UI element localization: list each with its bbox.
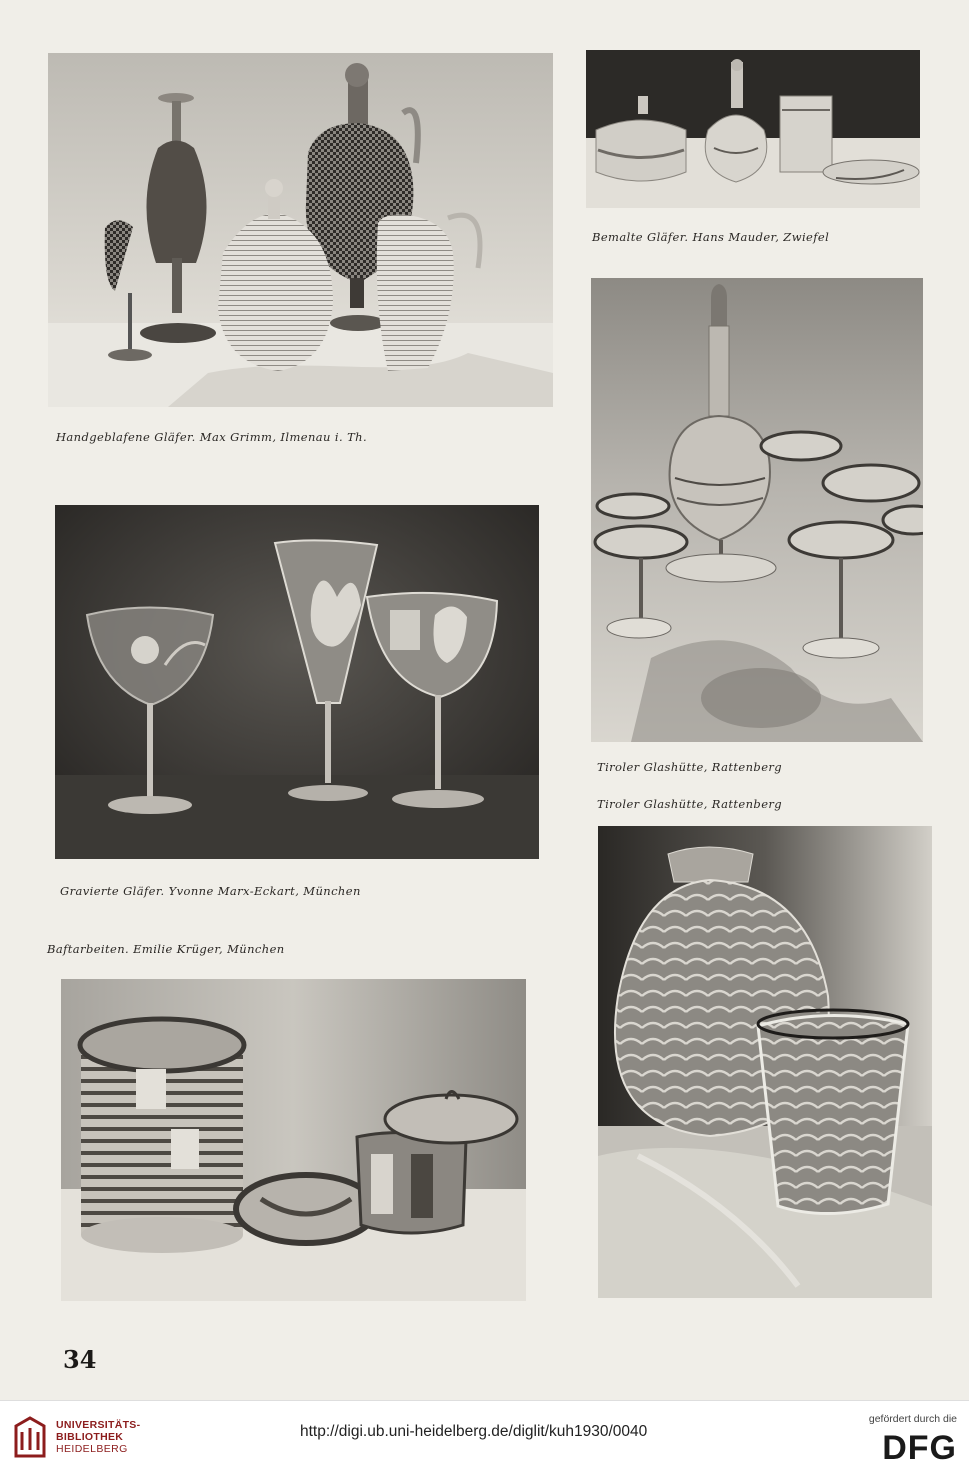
library-name-line1: UNIVERSITÄTS- (56, 1419, 141, 1431)
library-logo[interactable] (12, 1416, 140, 1458)
library-name-line3: HEIDELBERG (56, 1443, 128, 1455)
caption-bast: Baftarbeiten. Emilie Krüger, München (47, 942, 285, 956)
page-number: 34 (63, 1345, 97, 1374)
caption-engraved-glasses: Gravierte Gläfer. Yvonne Marx-Eckart, München (60, 884, 361, 898)
caption-tiroler-2: Tiroler Glashütte, Rattenberg (597, 797, 783, 811)
photo-tiroler-decanter (591, 278, 923, 742)
photo-handblown-glasses (48, 53, 553, 407)
library-logo-icon (12, 1416, 48, 1458)
library-name-line2: BIBLIOTHEK (56, 1431, 124, 1443)
caption-painted-glasses: Bemalte Gläfer. Hans Mauder, Zwiefel (592, 230, 830, 244)
photo-engraved-glasses (55, 505, 539, 859)
document-url-link[interactable]: http://digi.ub.uni-heidelberg.de/diglit/kuh1930/0040 (300, 1423, 648, 1440)
caption-handblown-glasses: Handgeblafene Gläfer. Max Grimm, Ilmenau i. Th. (56, 430, 368, 444)
photo-baskets (61, 979, 526, 1301)
photo-tiroler-bottle (598, 826, 932, 1298)
dfg-logo[interactable]: DFG (882, 1429, 957, 1467)
caption-tiroler-1: Tiroler Glashütte, Rattenberg (597, 760, 783, 774)
photo-painted-glasses (586, 50, 920, 208)
funding-note: gefördert durch die (868, 1413, 957, 1425)
footer-bar (0, 1400, 969, 1474)
